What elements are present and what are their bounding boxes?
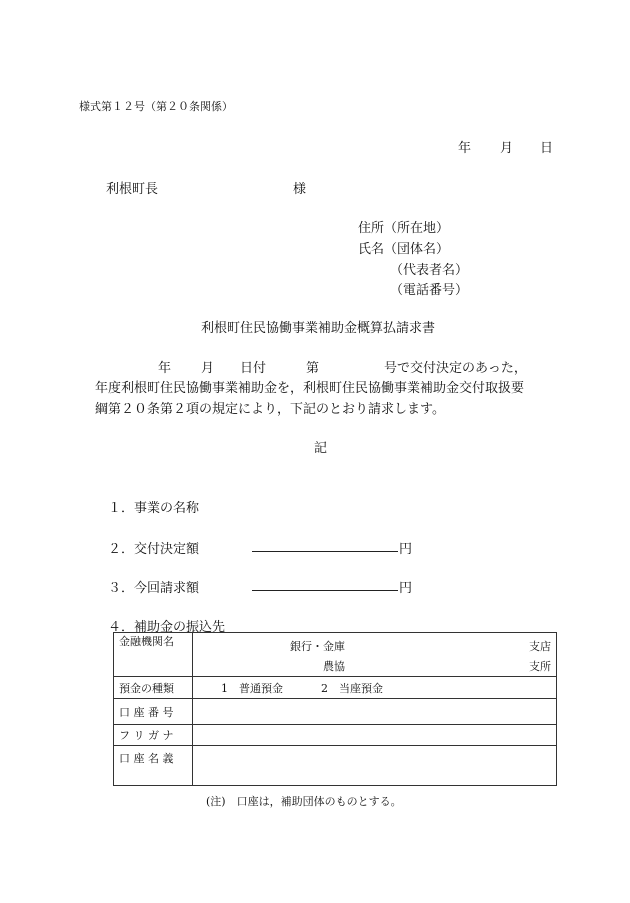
addressee-name: 利根町長: [106, 182, 159, 197]
ki-heading: 記: [314, 441, 328, 456]
account-number-label: 口 座 番 号: [114, 699, 193, 725]
deposit-type-label: 預金の種類: [114, 677, 193, 699]
item-1-label: 事業の名称: [134, 501, 200, 516]
deposit-type-cell[interactable]: [193, 677, 557, 699]
item-3-number: ３．: [108, 581, 135, 596]
date-year: 年: [458, 141, 472, 156]
item-2-blank-line[interactable]: [252, 551, 398, 552]
item-4-number: ４．: [108, 620, 135, 635]
furigana-cell[interactable]: [193, 725, 557, 746]
body-month: 月: [201, 361, 215, 376]
furigana-row: [114, 725, 557, 746]
account-number-row: [114, 699, 557, 725]
body-year: 年: [158, 361, 172, 376]
account-number-cell[interactable]: [193, 699, 557, 725]
branch-type: 支店: [529, 640, 551, 653]
body-no-suffix: 号で交付決定のあった，: [384, 361, 527, 376]
note-text: (注) 口座は，補助団体のものとする。: [206, 795, 402, 808]
date-day: 日: [540, 141, 554, 156]
item-3-label: 今回請求額: [134, 581, 200, 596]
item-1: [108, 497, 199, 516]
applicant-phone: （電話番号）: [390, 283, 469, 298]
account-name-row: [114, 746, 557, 786]
body-no-prefix: 第: [306, 361, 320, 376]
deposit-option-ordinary[interactable]: 1 普通預金: [221, 681, 283, 695]
addressee-honorific: 様: [293, 182, 307, 197]
applicant-address: 住所（所在地）: [358, 221, 450, 236]
item-2-unit: 円: [399, 542, 413, 557]
institution-cell[interactable]: [193, 633, 557, 677]
furigana-label: フ リ ガ ナ: [114, 725, 193, 746]
institution-label: 金融機関名: [114, 633, 193, 677]
item-2-label: 交付決定額: [134, 542, 200, 557]
applicant-name: 氏名（団体名）: [358, 242, 450, 257]
body-date: 日付: [240, 361, 267, 376]
branch-office-type: 支所: [529, 660, 551, 673]
body-line-2: 年度利根町住民協働事業補助金を，利根町住民協働事業補助金交付取扱要: [95, 381, 525, 396]
bank-transfer-table: [113, 632, 557, 786]
deposit-option-current[interactable]: 2 当座預金: [321, 681, 383, 695]
nokyo-type: 農協: [323, 660, 345, 673]
institution-row: [114, 633, 557, 677]
deposit-type-row: [114, 677, 557, 699]
item-3: [108, 577, 199, 596]
item-3-unit: 円: [399, 581, 413, 596]
date-month: 月: [500, 141, 514, 156]
form-number: 様式第１２号（第２０条関係）: [79, 100, 233, 113]
document-title: 利根町住民協働事業補助金概算払請求書: [201, 321, 436, 336]
item-3-blank-line[interactable]: [252, 590, 398, 591]
item-4-label: 補助金の振込先: [134, 620, 226, 635]
body-line-3: 綱第２０条第２項の規定により，下記のとおり請求します。: [95, 402, 445, 417]
item-2-number: ２．: [108, 542, 135, 557]
item-1-number: １．: [108, 501, 135, 516]
account-name-label: 口 座 名 義: [114, 746, 193, 786]
account-name-cell[interactable]: [193, 746, 557, 786]
item-2: [108, 538, 199, 557]
applicant-representative: （代表者名）: [390, 263, 469, 278]
bank-type: 銀行・金庫: [290, 640, 345, 653]
